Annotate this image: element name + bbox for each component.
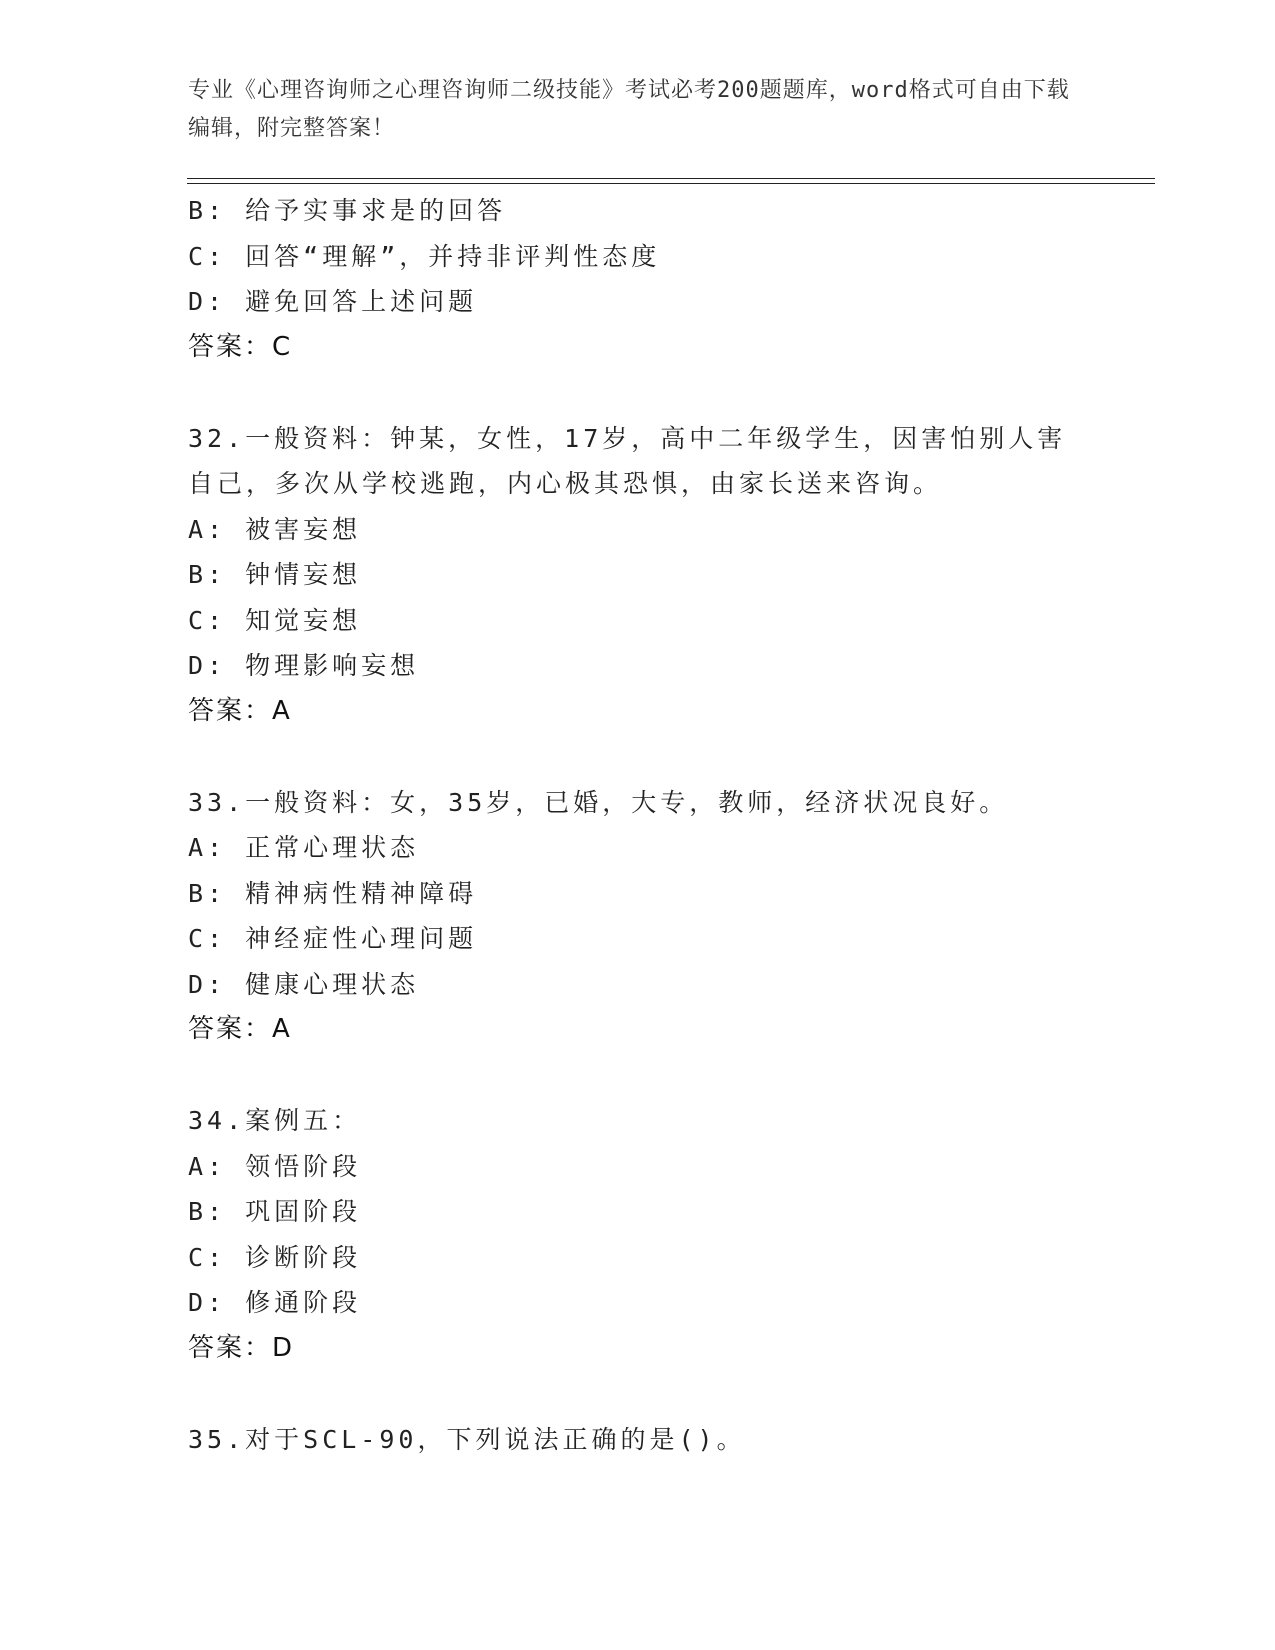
option-a: A: 正常心理状态 bbox=[188, 833, 420, 862]
option-a: A: 被害妄想 bbox=[188, 514, 362, 544]
spacer bbox=[188, 1053, 1148, 1099]
question-list bbox=[188, 188, 1148, 1462]
option-c: C: 回答“理解”，并持非评判性态度 bbox=[188, 241, 661, 271]
header-divider-top bbox=[187, 178, 1155, 179]
answer-line: 答案：A bbox=[188, 1014, 292, 1044]
question-33 bbox=[188, 780, 1148, 1053]
question-34 bbox=[188, 1098, 1148, 1371]
option-c: C: 神经症性心理问题 bbox=[188, 924, 478, 953]
question-32 bbox=[188, 416, 1148, 735]
question-text: 34.案例五： bbox=[188, 1106, 362, 1135]
answer-line: 答案：A bbox=[188, 695, 292, 726]
answer-line: 答案：C bbox=[188, 331, 293, 362]
question-text: 35.对于SCL-90，下列说法正确的是()。 bbox=[188, 1424, 746, 1454]
answer-line: 答案：D bbox=[188, 1332, 295, 1363]
option-c: C: 知觉妄想 bbox=[188, 605, 362, 635]
option-d: D: 健康心理状态 bbox=[188, 969, 420, 999]
question-text: 33.一般资料：女，35岁，已婚，大专，教师，经济状况良好。 bbox=[188, 787, 1009, 817]
option-b: B: 给予实事求是的回答 bbox=[188, 196, 507, 225]
question-text: 32.一般资料：钟某，女性，17岁，高中二年级学生，因害怕别人害自己，多次从学校逃跑，内心极其恐惧，由家长送来咨询。 bbox=[188, 423, 1067, 498]
header-text: 专业《心理咨询师之心理咨询师二级技能》考试必考200题题库，word格式可自由下载编辑，附完整答案！ bbox=[188, 78, 1070, 141]
option-b: B: 精神病性精神障碍 bbox=[188, 878, 478, 908]
option-b: B: 钟情妄想 bbox=[188, 560, 362, 589]
header-divider-bottom bbox=[187, 183, 1155, 184]
option-b: B: 巩固阶段 bbox=[188, 1197, 362, 1226]
option-c: C: 诊断阶段 bbox=[188, 1242, 362, 1272]
page-header bbox=[188, 72, 1088, 148]
option-d: D: 物理影响妄想 bbox=[188, 651, 420, 680]
spacer bbox=[188, 370, 1148, 416]
option-d: D: 修通阶段 bbox=[188, 1288, 362, 1317]
option-d: D: 避免回答上述问题 bbox=[188, 287, 478, 316]
spacer bbox=[188, 1371, 1148, 1417]
spacer bbox=[188, 734, 1148, 780]
question-35 bbox=[188, 1417, 1148, 1463]
option-a: A: 领悟阶段 bbox=[188, 1151, 362, 1181]
carryover-block bbox=[188, 188, 1148, 370]
